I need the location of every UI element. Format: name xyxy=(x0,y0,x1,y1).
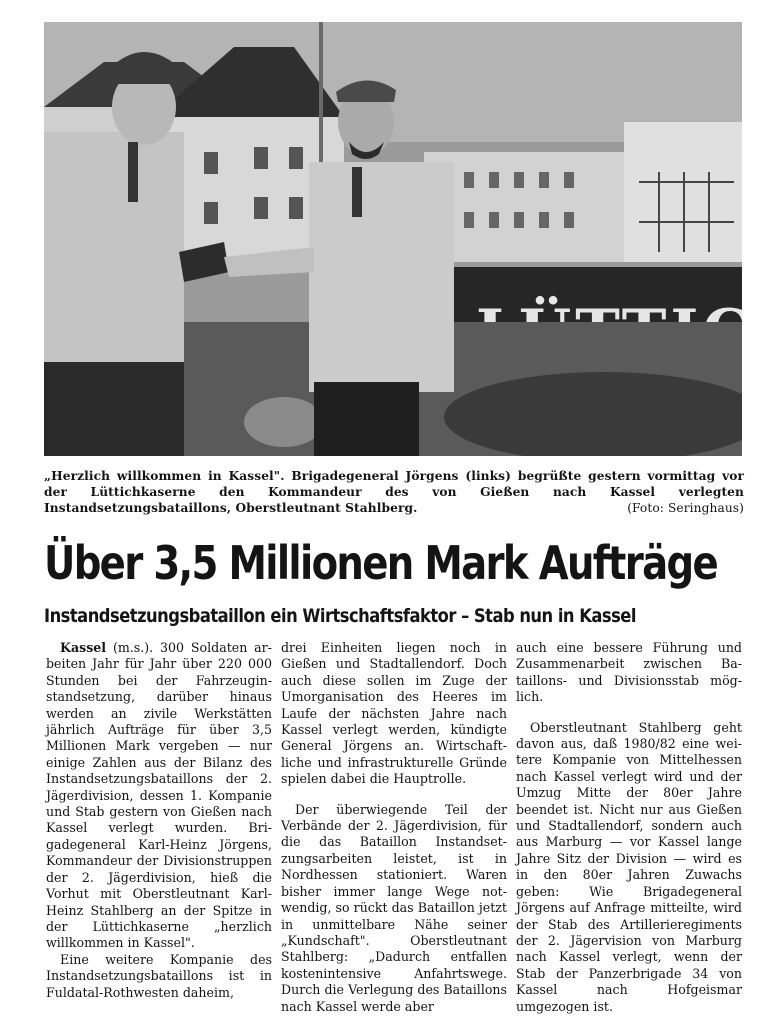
article-paragraph: Oberstleutnant Stahlberg geht davon aus, daß 1980/82 eine weitere Kompanie von Mittelhessen nach Kassel verlegt wird und der Umzug Mitte der 80er Jahre beendet ist. Nicht nur aus Gießen und Stadtallendorf, sondern auch aus Marburg — vor Kassel lange Jahre Sitz der Division — wird es in den 80er Jahren Zuwachs geben: Wie Brigadegeneral Jörgens auf Anfrage mitteilte, wird der Stab des Artillerieregiments der 2. Jägervision von Marburg nach Kassel verlegt, wenn der Stab der Panzerbrigade 34 von Kassel nach Hofgeismar umgezogen ist. xyxy=(516,719,742,1014)
news-photo xyxy=(44,22,742,456)
article-paragraph xyxy=(46,640,272,952)
dateline: Kassel xyxy=(60,640,107,655)
article-paragraph: drei Einheiten liegen noch in Gießen und Stadtallendorf. Doch auch diese sollen im Zuge der Umorganisation des Heeres im Laufe der nächsten Jahre nach Kassel verlegt werden, kündigte General Jörgens an. Wirtschaftliche und infrastrukturelle Gründe spielen dabei die Hauptrolle. xyxy=(281,640,507,787)
article-column-3 xyxy=(516,640,742,1015)
article-paragraph: Der überwiegende Teil der Verbände der 2. Jägerdivision, für die das Bataillon Instandsetzungsarbeiten leistet, ist in Nordhessen stationiert. Waren bisher immer lange Wege notwendig, so rückt das Bataillon jetzt in unmittelbare Nähe seiner „Kundschaft". Oberstleutnant Stahlberg: „Dadurch entfallen kostenintensive Anfahrtswege. Durch die Verlegung des Bataillons nach Kassel werde aber xyxy=(281,801,507,1014)
article-paragraph: Eine weitere Kompanie des Instandsetzungsbataillons ist in Fuldatal-Rothwesten daheim, xyxy=(46,951,272,1000)
paragraph-text: 300 Soldaten arbeiten Jahr für Jahr über 220 000 Stunden bei der Fahrzeuginstandsetzung, darüber hinaus werden an zivile Werkstätten jährlich Aufträge für über 3,5 Millionen Mark vergeben — nur einige Zahlen aus der Bilanz des Instandsetzungsbataillons der 2. Jägerdivision, dessen 1. Kompanie und Stab gestern von Gießen nach Kassel verlegt wurden. Brigadegeneral Karl-Heinz Jörgens, Kommandeur der Divisionstruppen der 2. Jägerdivision, hieß die Vorhut mit Oberstleutnant Karl-Heinz Stahlberg an der Spitze in der Lüttichkaserne „herzlich willkommen in Kassel". xyxy=(46,640,272,951)
byline: (m.s.). xyxy=(112,640,154,655)
photo-credit: (Foto: Seringhaus) xyxy=(627,501,744,515)
article-column-2 xyxy=(281,640,507,1015)
article-paragraph: auch eine bessere Führung und Zusammenarbeit zwischen Bataillons- und Divisionsstab möglich. xyxy=(516,640,742,705)
headline: Über 3,5 Millionen Mark Aufträge xyxy=(44,536,717,590)
photo-caption xyxy=(44,468,744,516)
caption-text: „Herzlich willkommen in Kassel". Brigadegeneral Jörgens (links) begrüßte gestern vormittag vor der Lüttichkaserne den Kommandeur des von Gießen nach Kassel verlegten Instandsetzungsbataillons, Oberstleutnant Stahlberg. xyxy=(44,469,744,515)
subheadline: Instandsetzungsbataillon ein Wirtschaftsfaktor – Stab nun in Kassel xyxy=(44,605,636,627)
article-column-1 xyxy=(46,640,272,1001)
